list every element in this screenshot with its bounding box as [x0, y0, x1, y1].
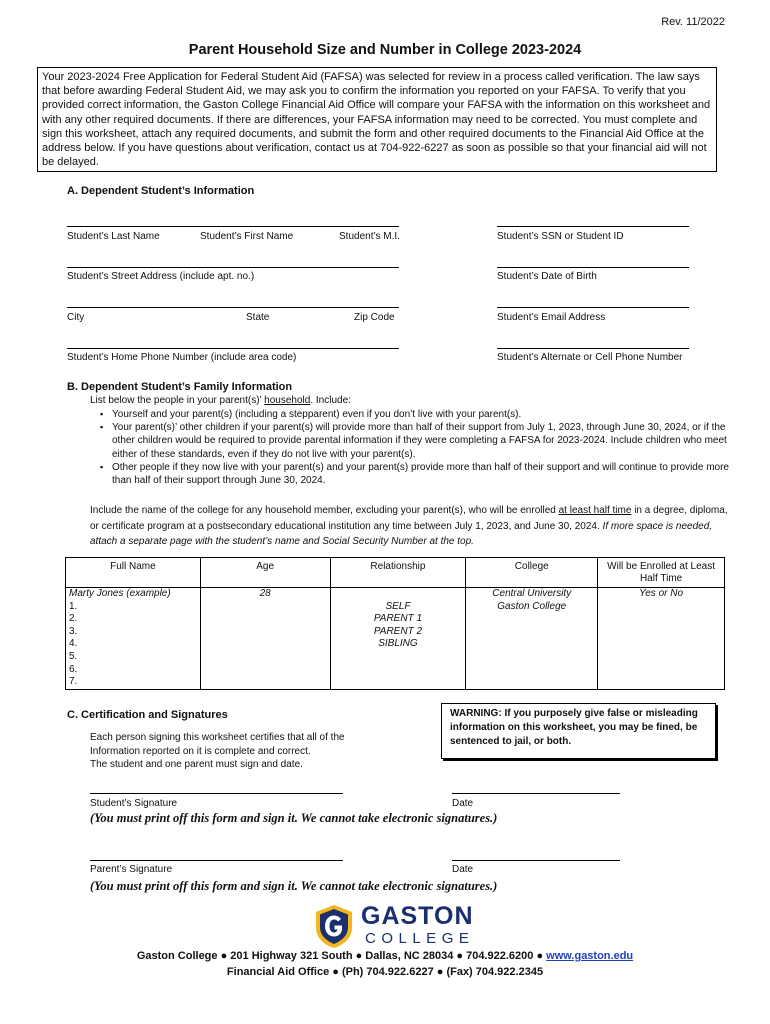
print-note-parent: (You must print off this form and sign it. We cannot take electronic signatures.): [90, 879, 498, 893]
age-cell[interactable]: [200, 638, 330, 651]
relationship-cell[interactable]: [330, 664, 466, 677]
relationship-cell: PARENT 2: [330, 626, 466, 639]
parent-signature-line[interactable]: [90, 860, 343, 861]
logo-word-college: COLLEGE: [365, 930, 475, 947]
college-instructions: [90, 503, 730, 550]
example-relationship: [330, 588, 466, 601]
college-cell: Gaston College: [466, 601, 598, 614]
cert-line: Each person signing this worksheet certifies that all of the: [90, 732, 345, 743]
example-enrolled: Yes or No: [598, 588, 725, 601]
section-c-heading: C. Certification and Signatures: [67, 709, 228, 721]
col-relationship: Relationship: [330, 558, 466, 588]
city-line[interactable]: [67, 307, 399, 308]
footer-financial-aid: Financial Aid Office ● (Ph) 704.922.6227 ● (Fax) 704.922.2345: [226, 966, 544, 978]
enrolled-cell[interactable]: [598, 676, 725, 689]
table-row: [66, 613, 725, 626]
table-row: [66, 651, 725, 664]
row-number: 5.: [66, 651, 201, 664]
table-row: [66, 638, 725, 651]
student-date-line[interactable]: [452, 793, 620, 794]
household-word: household: [264, 395, 311, 406]
gaston-g-emblem-icon: [312, 903, 356, 949]
email-line[interactable]: [497, 307, 689, 308]
example-name: Marty Jones (example): [66, 588, 201, 601]
col-college: College: [466, 558, 598, 588]
student-signature-label: Student’s Signature: [90, 798, 178, 809]
household-intro-post: . Include:: [310, 395, 351, 406]
relationship-cell[interactable]: [330, 676, 466, 689]
parent-date-line[interactable]: [452, 860, 620, 861]
table-row: [66, 601, 725, 614]
table-row-example: [66, 588, 725, 601]
age-cell[interactable]: [200, 613, 330, 626]
street-label: Student’s Street Address (include apt. no.): [67, 271, 255, 282]
home-phone-label: Student’s Home Phone Number (include area code): [67, 352, 297, 363]
alt-phone-line[interactable]: [497, 348, 689, 349]
section-a-heading: A. Dependent Student’s Information: [67, 185, 255, 197]
table-row: [66, 626, 725, 639]
enrolled-cell[interactable]: [598, 638, 725, 651]
row-number: 4.: [66, 638, 201, 651]
bullet-item: ▪ Your parent(s)’ other children if your parent(s) will provide more than half of their support from July 1, 2023, through June 30, 2024, or if the other children would be required to provide parental information if they were completing a FAFSA for 2023-2024. Include children who meet either of these standards, even if they do not live with your parent(s).: [90, 421, 730, 461]
dob-line[interactable]: [497, 267, 689, 268]
footer-address: [0, 950, 770, 962]
logo-word-gaston: GASTON: [361, 902, 474, 930]
city-label: City: [67, 312, 85, 323]
print-note-student: (You must print off this form and sign it. We cannot take electronic signatures.): [90, 811, 498, 825]
row-number: 6.: [66, 664, 201, 677]
footer-address-text: Gaston College ● 201 Highway 321 South ● Dallas, NC 28034 ● 704.922.6200 ●: [136, 950, 547, 962]
email-label: Student’s Email Address: [497, 312, 606, 323]
cert-line: The student and one parent must sign and date.: [90, 759, 303, 770]
relationship-cell[interactable]: [330, 651, 466, 664]
col-enrolled: Will be Enrolled at Least Half Time: [598, 558, 725, 588]
table-row: [66, 676, 725, 689]
example-age: 28: [200, 588, 330, 601]
relationship-cell: SELF: [330, 601, 466, 614]
table-header-row: [66, 558, 725, 588]
cert-line: Information reported on it is complete and correct.: [90, 745, 311, 757]
state-label: State: [246, 312, 270, 323]
enrolled-cell[interactable]: [598, 626, 725, 639]
enrolled-cell[interactable]: [598, 601, 725, 614]
bullet-item: ▪ Other people if they now live with your parent(s) and your parent(s) provide more than half of their support and will continue to provide more than half of their support through June 30, 2024.: [90, 461, 730, 487]
revision-date: Rev. 11/2022: [661, 16, 725, 28]
name-line[interactable]: [67, 226, 399, 227]
street-line[interactable]: [67, 267, 399, 268]
college-instr-pre: Include the name of the college for any household member, excluding your parent(s), who will be enrolled: [90, 505, 559, 516]
student-signature-line[interactable]: [90, 793, 343, 794]
student-date-label: Date: [452, 798, 474, 809]
college-cell[interactable]: [466, 651, 598, 664]
bullet-item: ▪ Yourself and your parent(s) (including a stepparent) even if you don’t live with your parent(s).: [90, 408, 730, 421]
age-cell[interactable]: [200, 651, 330, 664]
household-intro-pre: List below the people in your parent(s)’: [90, 395, 265, 406]
parent-signature-label: Parent’s Signature: [90, 864, 173, 875]
enrolled-cell[interactable]: [598, 664, 725, 677]
college-instr-post: in a degree, diploma, or certificate program at a postsecondary educational institution any time between July 1, 2023, and June 30, 2024.: [90, 505, 728, 532]
relationship-cell: PARENT 1: [330, 613, 466, 626]
dob-label: Student’s Date of Birth: [497, 271, 597, 282]
table-row: [66, 664, 725, 677]
age-cell[interactable]: [200, 601, 330, 614]
relationship-cell: SIBLING: [330, 638, 466, 651]
section-b-heading: B. Dependent Student’s Family Information: [67, 381, 293, 393]
first-name-label: Student’s First Name: [200, 231, 294, 242]
college-cell[interactable]: [466, 676, 598, 689]
age-cell[interactable]: [200, 626, 330, 639]
enrolled-cell[interactable]: [598, 651, 725, 664]
zip-label: Zip Code: [354, 312, 395, 323]
enrolled-cell[interactable]: [598, 613, 725, 626]
alt-phone-label: Student’s Alternate or Cell Phone Number: [497, 352, 683, 363]
college-instr-note: If more space is needed, attach a separate page with the student’s name and Social Security Number at the top.: [90, 520, 713, 547]
row-number: 7.: [66, 676, 201, 689]
warning-box: WARNING: If you purposely give false or misleading information on this worksheet, you may be fined, be sentenced to jail, or both.: [441, 703, 716, 759]
col-full-name: Full Name: [66, 558, 201, 588]
college-cell[interactable]: [466, 638, 598, 651]
college-cell[interactable]: [466, 626, 598, 639]
age-cell[interactable]: [200, 676, 330, 689]
household-intro: [90, 395, 351, 406]
household-bullets: [90, 408, 730, 487]
age-cell[interactable]: [200, 664, 330, 677]
example-college: Central University: [466, 588, 598, 601]
row-number: 2.: [66, 613, 201, 626]
certification-text: [90, 731, 345, 772]
college-cell[interactable]: [466, 613, 598, 626]
ssn-line[interactable]: [497, 226, 689, 227]
college-cell[interactable]: [466, 664, 598, 677]
mi-label: Student’s M.I.: [339, 231, 400, 242]
row-number: 3.: [66, 626, 201, 639]
row-number: 1.: [66, 601, 201, 614]
family-table: [65, 557, 725, 690]
last-name-label: Student’s Last Name: [67, 231, 160, 242]
parent-date-label: Date: [452, 864, 474, 875]
website-link[interactable]: www.gaston.edu: [546, 950, 634, 962]
half-time-phrase: at least half time: [558, 505, 632, 516]
gaston-college-logo: [312, 902, 475, 949]
home-phone-line[interactable]: [67, 348, 399, 349]
col-age: Age: [200, 558, 330, 588]
ssn-label: Student’s SSN or Student ID: [497, 231, 624, 242]
page-title: Parent Household Size and Number in College 2023-2024: [188, 42, 582, 58]
intro-box: Your 2023-2024 Free Application for Federal Student Aid (FAFSA) was selected for review in a process called verification. The law says that before awarding Federal Student Aid, we may ask you to confirm the information you reported on your FAFSA. To verify that you provided correct information, the Gaston College Financial Aid Office will compare your FAFSA with the information on this worksheet and with any other required documents. If there are differences, your FAFSA information may need to be corrected. You must complete and sign this worksheet, attach any required documents, and submit the form and other required documents to the Financial Aid Office at the address below. If you have questions about verification, contact us at 704-922-6227 as soon as possible so that your financial aid will not be delayed.: [37, 67, 717, 172]
